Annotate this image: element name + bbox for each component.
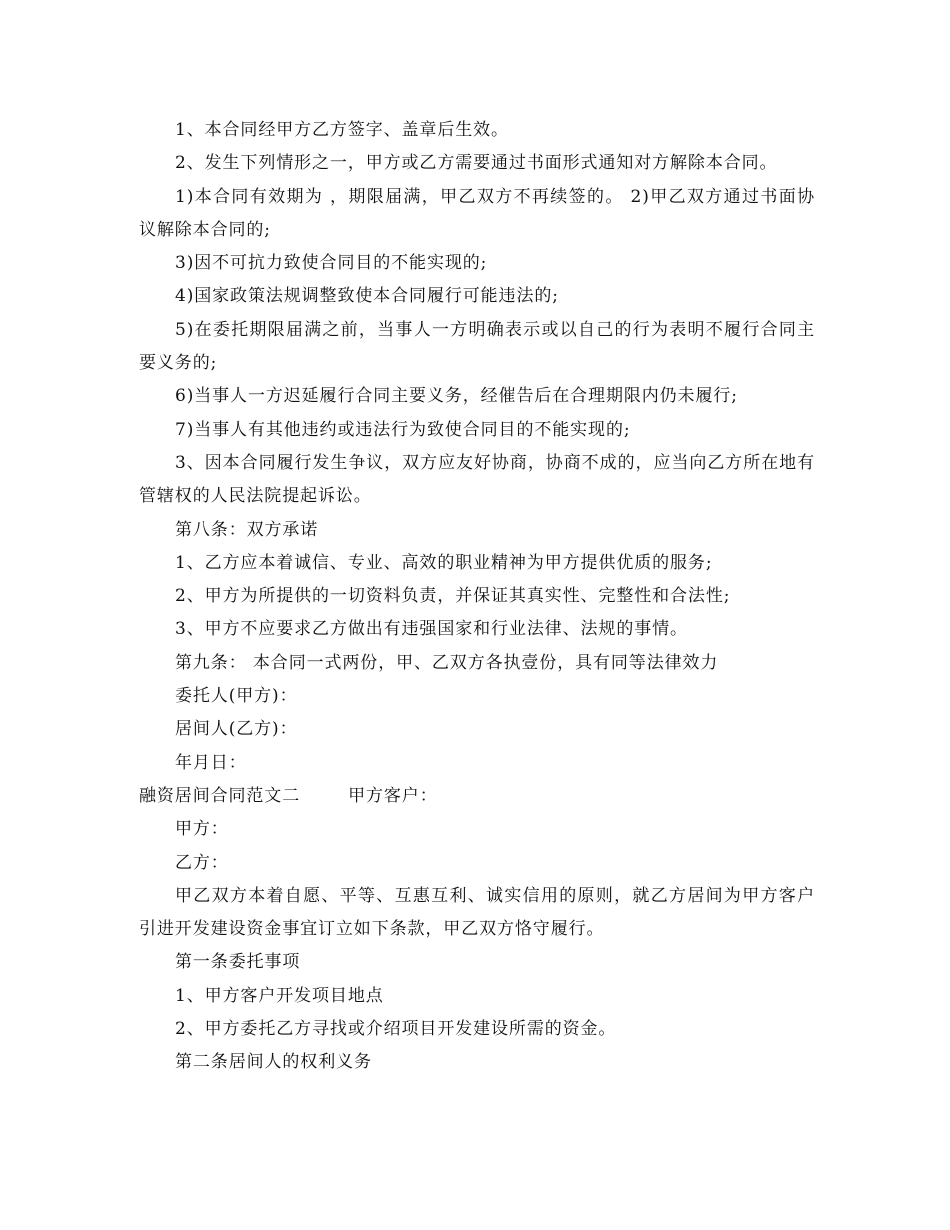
termination-item-1-2: 1)本合同有效期为 ，期限届满，甲乙双方不再续签的。 2)甲乙双方通过书面协议解除本合同的; — [139, 186, 815, 240]
signature-party-b: 居间人(乙方)： — [175, 719, 298, 740]
document-body — [139, 114, 815, 1080]
article-8-item-1: 1、乙方应本着诚信、专业、高效的职业精神为甲方提供优质的服务; — [175, 552, 713, 573]
article-9: 第九条： 本合同一式两份，甲、乙双方各执壹份，具有同等法律效力 — [175, 652, 719, 673]
article-8-item-2: 2、甲方为所提供的一切资料负责，并保证其真实性、完整性和合法性; — [175, 586, 731, 607]
party-a-label: 甲方： — [175, 819, 229, 840]
termination-item-7: 7)当事人有其他违约或违法行为致使合同目的不能实现的; — [175, 419, 631, 440]
party-b-label: 乙方： — [175, 852, 229, 873]
termination-item-3: 3)因不可抗力致使合同目的不能实现的; — [175, 253, 488, 274]
article-8-heading: 第八条：双方承诺 — [175, 519, 319, 540]
sample-two-title-line — [139, 780, 815, 813]
sample-two-title: 融资居间合同范文二 — [139, 785, 301, 806]
client-label: 甲方客户： — [348, 785, 438, 806]
clause-termination: 2、发生下列情形之一，甲方或乙方需要通过书面形式通知对方解除本合同。 — [175, 153, 778, 174]
clause-dispute: 3、因本合同履行发生争议，双方应友好协商，协商不成的，应当向乙方所在地有管辖权的人民法院提起诉讼。 — [139, 452, 815, 507]
article-1-item-1: 1、甲方客户开发项目地点 — [175, 985, 384, 1006]
signature-date: 年月日： — [175, 752, 247, 773]
article-1-heading: 第一条委托事项 — [175, 952, 301, 973]
article-8-item-3: 3、甲方不应要求乙方做出有违强国家和行业法律、法规的事情。 — [175, 619, 688, 640]
termination-item-6: 6)当事人一方迟延履行合同主要义务，经催告后在合理期限内仍未履行; — [175, 386, 738, 407]
clause-effective: 1、本合同经甲方乙方签字、盖章后生效。 — [175, 120, 509, 140]
termination-item-4: 4)国家政策法规调整致使本合同履行可能违法的; — [175, 286, 559, 307]
signature-party-a: 委托人(甲方)： — [175, 686, 298, 707]
termination-item-5: 5)在委托期限届满之前，当事人一方明确表示或以自己的行为表明不履行合同主要义务的; — [139, 319, 815, 374]
article-2-heading: 第二条居间人的权利义务 — [175, 1052, 372, 1073]
preamble: 甲乙双方本着自愿、平等、互惠互利、诚实信用的原则，就乙方居间为甲方客户引进开发建设资金事宜订立如下条款，甲乙双方恪守履行。 — [139, 885, 815, 940]
article-1-item-2: 2、甲方委托乙方寻找或介绍项目开发建设所需的资金。 — [175, 1019, 617, 1040]
